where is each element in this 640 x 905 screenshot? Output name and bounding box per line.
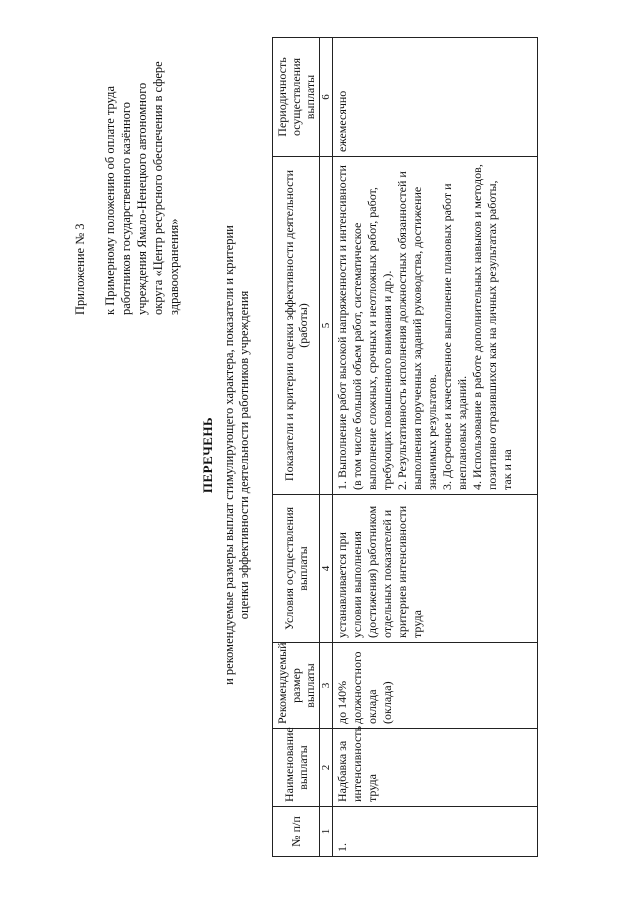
column-number-row: [320, 38, 333, 857]
column-number: 4: [320, 495, 333, 643]
row-number: 1.: [333, 807, 538, 857]
table-header-row: [273, 38, 320, 857]
column-number: 3: [320, 643, 333, 729]
table-row: [333, 38, 538, 857]
column-number: 5: [320, 157, 333, 495]
document-subtitle: и рекомендуемые размеры выплат стимулирующего характера, показатели и критерии оценки эффективности деятельности работников учреждения: [222, 225, 251, 685]
document-heading: [200, 205, 252, 705]
appendix-text: к Примерному положению об оплате труда работников государственного казённого учреждения Ямало-Ненецкого автономного округа «Центр ресурсного обеспечения в сфере здравоохранения»: [103, 61, 181, 315]
criteria-item: 3. Досрочное и качественное выполнение плановых работ и внеплановых заданий.: [440, 183, 469, 490]
criteria-item: 2. Результативность исполнения должностных обязанностей и выполнения порученных заданий руководства, достижение значимых результатов.: [395, 171, 439, 490]
row-conditions: устанавливается при условии выполнения (достижения) работником отдельных показателей и критериев интенсивности труда: [333, 495, 538, 643]
appendix-number: Приложение № 3: [73, 223, 87, 315]
header-cell-period: Периодичность осуществления выплаты: [273, 38, 320, 157]
header-cell-name: Наименование выплаты: [273, 729, 320, 807]
row-payment-name: Надбавка за интенсивность труда: [333, 729, 538, 807]
column-number: 1: [320, 807, 333, 857]
header-cell-size: Рекомендуемый размер выплаты: [273, 643, 320, 729]
column-number: 2: [320, 729, 333, 807]
column-number: 6: [320, 38, 333, 157]
row-period: ежемесячно: [333, 38, 538, 157]
row-criteria: [333, 157, 538, 495]
header-cell-conditions: Условия осуществления выплаты: [273, 495, 320, 643]
document-title: ПЕРЕЧЕНЬ: [200, 416, 215, 494]
row-payment-size: до 140% должностного оклада (оклада): [333, 643, 538, 729]
payments-table: [272, 37, 538, 857]
header-cell-criteria: Показатели и критерии оценки эффективности деятельности (работы): [273, 157, 320, 495]
criteria-item: 1. Выполнение работ высокой напряженности и интенсивности (в том числе большой объем работ, систематическое выполнение сложных, срочных и неотложных работ, работ, требующих повышенного внимания и др.).: [335, 165, 394, 490]
criteria-item: 4. Использование в работе дополнительных навыков и методов, позитивно отразившихся как на личных результатах работы, так и на: [470, 164, 514, 490]
header-cell-number: № п/п: [273, 807, 320, 857]
